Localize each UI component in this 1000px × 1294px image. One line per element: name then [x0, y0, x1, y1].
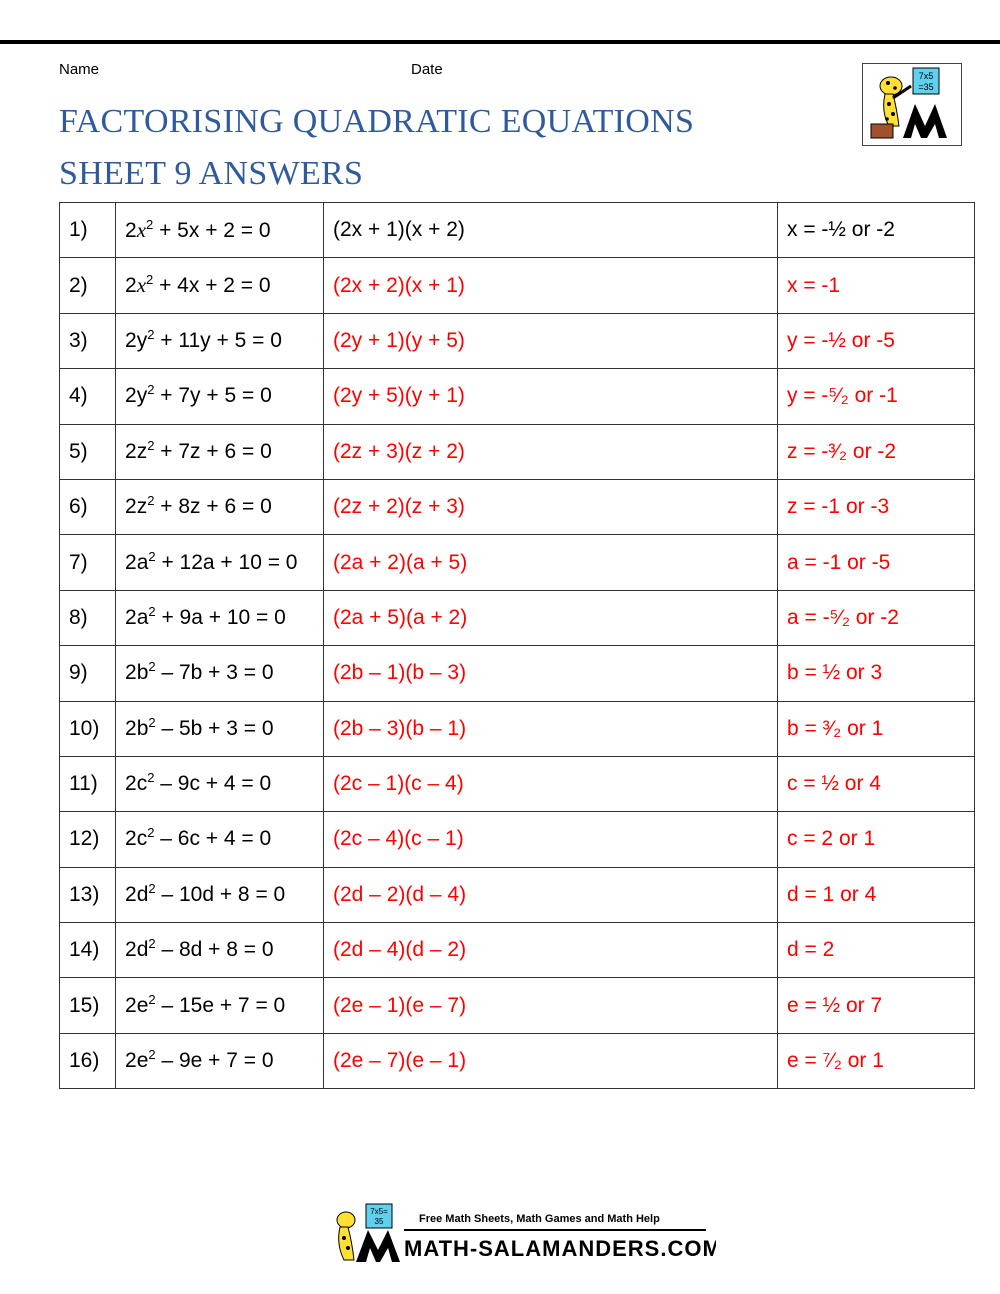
variable: b: [136, 661, 149, 685]
equation-rest: + 8z + 6 = 0: [154, 495, 272, 519]
factorised-form: (2y + 1)(y + 5): [324, 313, 778, 368]
coefficient: 2: [125, 274, 137, 298]
exponent: 2: [147, 326, 155, 342]
solution: z = -³⁄₂ or -2: [778, 424, 975, 479]
question-number: 5): [60, 424, 116, 479]
variable: y: [136, 384, 148, 408]
variable: b: [136, 716, 149, 740]
factorised-form: (2z + 2)(z + 3): [324, 479, 778, 534]
exponent: 2: [148, 936, 156, 952]
solution: y = -⁵⁄₂ or -1: [778, 369, 975, 424]
equation-rest: – 15e + 7 = 0: [155, 993, 286, 1017]
table-row: [60, 590, 975, 645]
table-row: [60, 978, 975, 1033]
factorised-form: (2b – 1)(b – 3): [324, 646, 778, 701]
table-row: [60, 923, 975, 978]
date-label: Date: [411, 61, 443, 78]
question-number: 11): [60, 756, 116, 811]
coefficient: 2: [125, 661, 137, 685]
variable: y: [136, 328, 148, 352]
equation: [116, 424, 324, 479]
equation: [116, 369, 324, 424]
table-row: [60, 646, 975, 701]
factorised-form: (2x + 2)(x + 1): [324, 258, 778, 313]
footer-logo-text-bottom: 35: [374, 1217, 384, 1226]
solution: x = -½ or -2: [778, 203, 975, 258]
coefficient: 2: [125, 495, 137, 519]
equation-rest: – 9e + 7 = 0: [155, 1049, 274, 1073]
solution: c = ½ or 4: [778, 756, 975, 811]
exponent: 2: [148, 991, 156, 1007]
equation: [116, 756, 324, 811]
equation: [116, 646, 324, 701]
solution: z = -1 or -3: [778, 479, 975, 534]
table-row: [60, 812, 975, 867]
variable: x: [136, 217, 147, 242]
coefficient: 2: [125, 827, 137, 851]
coefficient: 2: [125, 716, 137, 740]
table-row: [60, 424, 975, 479]
equation: [116, 701, 324, 756]
factorised-form: (2d – 4)(d – 2): [324, 923, 778, 978]
equation-rest: – 8d + 8 = 0: [155, 938, 274, 962]
equation-rest: + 5x + 2 = 0: [153, 218, 271, 242]
equation-rest: + 7y + 5 = 0: [154, 384, 272, 408]
question-number: 6): [60, 479, 116, 534]
factorised-form: (2x + 1)(x + 2): [324, 203, 778, 258]
solution: e = ⁷⁄₂ or 1: [778, 1033, 975, 1088]
solution: b = ³⁄₂ or 1: [778, 701, 975, 756]
coefficient: 2: [125, 882, 137, 906]
factorised-form: (2a + 5)(a + 2): [324, 590, 778, 645]
worksheet-subtitle: SHEET 9 ANSWERS: [59, 155, 364, 192]
question-number: 2): [60, 258, 116, 313]
table-row: [60, 701, 975, 756]
solution: d = 2: [778, 923, 975, 978]
logo-text-top: 7x5: [918, 71, 934, 81]
solution: a = -1 or -5: [778, 535, 975, 590]
equation-rest: + 11y + 5 = 0: [154, 328, 282, 352]
exponent: 2: [148, 1047, 156, 1063]
equation-rest: + 7z + 6 = 0: [154, 439, 272, 463]
question-number: 3): [60, 313, 116, 368]
variable: d: [136, 938, 149, 962]
equation: [116, 203, 324, 258]
table-row: [60, 867, 975, 922]
equation: [116, 258, 324, 313]
factorised-form: (2b – 3)(b – 1): [324, 701, 778, 756]
equation-rest: – 9c + 4 = 0: [154, 772, 272, 796]
variable: a: [136, 605, 149, 629]
solution: b = ½ or 3: [778, 646, 975, 701]
equation-rest: – 5b + 3 = 0: [155, 716, 274, 740]
question-number: 12): [60, 812, 116, 867]
top-rule: [0, 40, 1000, 44]
exponent: 2: [147, 382, 155, 398]
footer-logo-text-top: 7x5=: [370, 1207, 388, 1216]
worksheet-title: FACTORISING QUADRATIC EQUATIONS: [59, 103, 695, 140]
exponent: 2: [148, 714, 156, 730]
footer-tagline: Free Math Sheets, Math Games and Math Help: [419, 1213, 660, 1225]
equation-rest: – 10d + 8 = 0: [155, 882, 286, 906]
factorised-form: (2z + 3)(z + 2): [324, 424, 778, 479]
table-row: [60, 479, 975, 534]
coefficient: 2: [125, 439, 137, 463]
variable: c: [136, 772, 148, 796]
variable: z: [136, 495, 148, 519]
table-row: [60, 313, 975, 368]
question-number: 7): [60, 535, 116, 590]
factorised-form: (2d – 2)(d – 4): [324, 867, 778, 922]
solution: c = 2 or 1: [778, 812, 975, 867]
coefficient: 2: [125, 218, 137, 242]
equation: [116, 923, 324, 978]
coefficient: 2: [125, 772, 137, 796]
exponent: 2: [148, 880, 156, 896]
variable: x: [136, 273, 147, 298]
table-row: [60, 535, 975, 590]
answers-table: [59, 202, 975, 1089]
question-number: 9): [60, 646, 116, 701]
variable: e: [136, 993, 149, 1017]
table-row: [60, 1033, 975, 1088]
factorised-form: (2y + 5)(y + 1): [324, 369, 778, 424]
factorised-form: (2c – 4)(c – 1): [324, 812, 778, 867]
equation-rest: + 9a + 10 = 0: [155, 605, 286, 629]
equation: [116, 867, 324, 922]
question-number: 15): [60, 978, 116, 1033]
exponent: 2: [146, 272, 154, 288]
coefficient: 2: [125, 384, 137, 408]
variable: d: [136, 882, 149, 906]
exponent: 2: [147, 437, 155, 453]
exponent: 2: [147, 770, 155, 786]
equation: [116, 1033, 324, 1088]
footer-site: MATH-SALAMANDERS.COM: [404, 1236, 716, 1261]
question-number: 8): [60, 590, 116, 645]
equation-rest: – 7b + 3 = 0: [155, 661, 274, 685]
name-label: Name: [59, 61, 100, 78]
exponent: 2: [146, 216, 154, 232]
coefficient: 2: [125, 1049, 137, 1073]
solution: x = -1: [778, 258, 975, 313]
table-row: [60, 756, 975, 811]
footer-logo: [326, 1200, 716, 1268]
equation-rest: + 4x + 2 = 0: [153, 274, 271, 298]
question-number: 1): [60, 203, 116, 258]
equation-rest: + 12a + 10 = 0: [155, 550, 298, 574]
solution: e = ½ or 7: [778, 978, 975, 1033]
equation: [116, 812, 324, 867]
factorised-form: (2e – 7)(e – 1): [324, 1033, 778, 1088]
coefficient: 2: [125, 605, 137, 629]
salamander-logo: [862, 63, 962, 146]
variable: z: [136, 439, 148, 463]
coefficient: 2: [125, 993, 137, 1017]
factorised-form: (2a + 2)(a + 5): [324, 535, 778, 590]
question-number: 4): [60, 369, 116, 424]
variable: e: [136, 1049, 149, 1073]
question-number: 14): [60, 923, 116, 978]
question-number: 16): [60, 1033, 116, 1088]
exponent: 2: [148, 548, 156, 564]
exponent: 2: [147, 825, 155, 841]
exponent: 2: [148, 603, 156, 619]
variable: c: [136, 827, 148, 851]
equation: [116, 313, 324, 368]
equation: [116, 978, 324, 1033]
solution: d = 1 or 4: [778, 867, 975, 922]
variable: a: [136, 550, 149, 574]
exponent: 2: [148, 659, 156, 675]
question-number: 13): [60, 867, 116, 922]
equation: [116, 479, 324, 534]
coefficient: 2: [125, 328, 137, 352]
table-row: [60, 258, 975, 313]
logo-text-bottom: =35: [918, 82, 934, 92]
exponent: 2: [147, 493, 155, 509]
question-number: 10): [60, 701, 116, 756]
factorised-form: (2c – 1)(c – 4): [324, 756, 778, 811]
equation-rest: – 6c + 4 = 0: [154, 827, 272, 851]
equation: [116, 590, 324, 645]
table-row: [60, 203, 975, 258]
solution: y = -½ or -5: [778, 313, 975, 368]
factorised-form: (2e – 1)(e – 7): [324, 978, 778, 1033]
coefficient: 2: [125, 938, 137, 962]
table-row: [60, 369, 975, 424]
solution: a = -⁵⁄₂ or -2: [778, 590, 975, 645]
coefficient: 2: [125, 550, 137, 574]
equation: [116, 535, 324, 590]
